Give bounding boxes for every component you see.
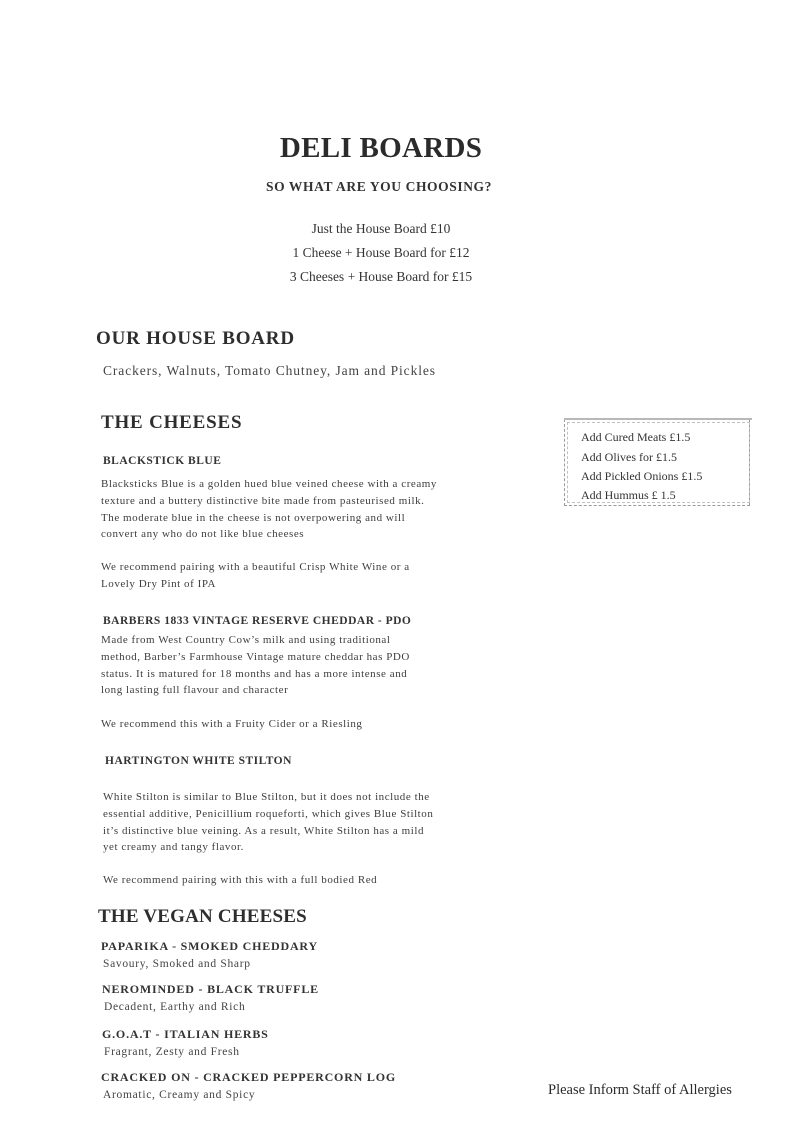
vegan-cheese-description-cracked-on: Aromatic, Creamy and Spicy [103, 1089, 256, 1101]
page-subtitle: SO WHAT ARE YOU CHOOSING? [265, 179, 493, 194]
cheese-description-blackstick-blue: Blacksticks Blue is a golden hued blue veined cheese with a creamy texture and a buttery distinctive bite made from pasteurised milk. The moderate blue in the cheese is not overpowering and will convert any who do not like blue cheeses [101, 478, 437, 541]
cheese-name-barbers-cheddar: BARBERS 1833 VINTAGE RESERVE CHEDDAR - PDO [103, 615, 412, 627]
price-option-house-board: Just the House Board £10 [311, 221, 451, 236]
vegan-cheese-description-goat: Fragrant, Zesty and Fresh [104, 1046, 240, 1058]
vegan-cheese-name-paparika: PAPARIKA - SMOKED CHEDDARY [101, 939, 318, 953]
cheese-pairing-barbers-cheddar: We recommend this with a Fruity Cider or a Riesling [101, 718, 363, 730]
cheese-description-barbers-cheddar: Made from West Country Cow’s milk and using traditional method, Barber’s Farmhouse Vintage mature cheddar has PDO status. It is matured for 18 months and has a more intense and long lasting full flavour and character [101, 634, 410, 697]
house-board-description: Crackers, Walnuts, Tomato Chutney, Jam and Pickles [103, 363, 436, 378]
vegan-heading: THE VEGAN CHEESES [98, 906, 307, 927]
vegan-cheese-description-nerominded: Decadent, Earthy and Rich [104, 1001, 246, 1013]
cheese-description-hartington-stilton: White Stilton is similar to Blue Stilton, but it does not include the essential additive, Penicillium roqueforti, which gives Blue Stilton it’s distinctive blue veining. As a result, White Stilton has a mild yet creamy and tangy flavor. [103, 791, 434, 854]
cheese-pairing-hartington-stilton: We recommend pairing with this with a full bodied Red [103, 874, 378, 886]
addon-hummus: Add Hummus £ 1.5 [581, 488, 676, 502]
cheese-pairing-blackstick-blue: We recommend pairing with a beautiful Crisp White Wine or a Lovely Dry Pint of IPA [101, 561, 410, 590]
vegan-cheese-name-cracked-on: CRACKED ON - CRACKED PEPPERCORN LOG [101, 1070, 396, 1084]
vegan-cheese-name-nerominded: NEROMINDED - BLACK TRUFFLE [102, 982, 319, 996]
addon-pickled-onions: Add Pickled Onions £1.5 [581, 469, 703, 483]
addon-olives: Add Olives for £1.5 [581, 450, 677, 464]
addon-cured-meats: Add Cured Meats £1.5 [581, 430, 691, 444]
allergy-note: Please Inform Staff of Allergies [548, 1082, 732, 1098]
house-board-heading: OUR HOUSE BOARD [96, 328, 295, 349]
price-option-one-cheese: 1 Cheese + House Board for £12 [292, 245, 470, 260]
cheese-name-blackstick-blue: BLACKSTICK BLUE [103, 455, 222, 467]
vegan-cheese-name-goat: G.O.A.T - ITALIAN HERBS [102, 1027, 269, 1041]
cheese-name-hartington-stilton: HARTINGTON WHITE STILTON [105, 755, 292, 767]
vegan-cheese-description-paparika: Savoury, Smoked and Sharp [103, 958, 251, 970]
page-title: DELI BOARDS [279, 132, 483, 164]
price-option-three-cheeses: 3 Cheeses + House Board for £15 [289, 269, 473, 284]
cheeses-heading: THE CHEESES [101, 412, 243, 433]
